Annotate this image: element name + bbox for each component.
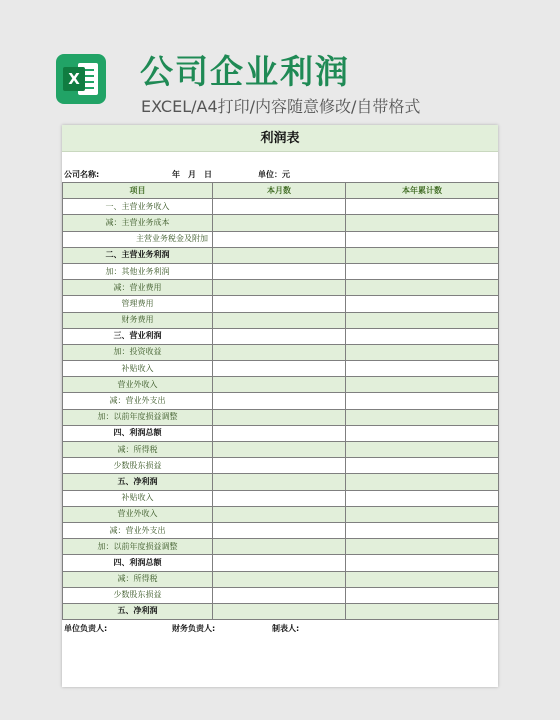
table-row [63,442,499,458]
cell-month-value[interactable] [213,474,346,490]
row-item-label: 少数股东损益 [63,458,213,474]
cell-month-value[interactable] [213,199,346,215]
page-subtitle: EXCEL/A4打印/内容随意修改/自带格式 [141,97,421,116]
column-header-month: 本月数 [213,183,346,199]
table-row [63,409,499,425]
row-item-label: 少数股东损益 [63,587,213,603]
cell-ytd-value[interactable] [346,263,499,279]
table-row [63,263,499,279]
cell-ytd-value[interactable] [346,199,499,215]
table-row [63,474,499,490]
cell-month-value[interactable] [213,263,346,279]
cell-month-value[interactable] [213,458,346,474]
unit-head-label: 单位负责人: [64,624,108,634]
row-item-label: 五、净利润 [63,474,213,490]
cell-ytd-value[interactable] [346,215,499,231]
table-row [63,215,499,231]
preparer-label: 制表人: [272,624,300,634]
row-item-label: 加：其他业务利润 [63,263,213,279]
spreadsheet-preview [62,125,498,687]
cell-month-value[interactable] [213,296,346,312]
cell-ytd-value[interactable] [346,506,499,522]
row-item-label: 减：主营业务成本 [63,215,213,231]
row-item-label: 财务费用 [63,312,213,328]
table-row [63,539,499,555]
row-item-label: 减：所得税 [63,571,213,587]
cell-month-value[interactable] [213,425,346,441]
page-title: 公司企业利润 [140,52,350,91]
cell-month-value[interactable] [213,231,346,247]
table-row [63,231,499,247]
cell-month-value[interactable] [213,328,346,344]
cell-month-value[interactable] [213,506,346,522]
cell-ytd-value[interactable] [346,344,499,360]
cell-month-value[interactable] [213,555,346,571]
table-row [63,296,499,312]
cell-ytd-value[interactable] [346,522,499,538]
column-header-ytd: 本年累计数 [346,183,499,199]
row-item-label: 主营业务税金及附加 [63,231,213,247]
table-row [63,393,499,409]
table-row [63,458,499,474]
cell-month-value[interactable] [213,361,346,377]
finance-head-label: 财务负责人: [172,624,216,634]
row-item-label: 减：营业外支出 [63,393,213,409]
cell-month-value[interactable] [213,393,346,409]
unit-label: 单位：元 [258,170,290,179]
row-item-label: 一、主营业务收入 [63,199,213,215]
row-item-label: 营业外收入 [63,377,213,393]
sheet-footer [62,620,498,636]
table-row [63,571,499,587]
row-item-label: 加：以前年度损益调整 [63,409,213,425]
table-row [63,312,499,328]
table-row [63,603,499,619]
company-name-label: 公司名称: [64,170,100,179]
cell-ytd-value[interactable] [346,312,499,328]
row-item-label: 四、利润总额 [63,555,213,571]
cell-ytd-value[interactable] [346,247,499,263]
cell-month-value[interactable] [213,490,346,506]
table-row [63,247,499,263]
cell-ytd-value[interactable] [346,361,499,377]
table-row [63,587,499,603]
cell-month-value[interactable] [213,539,346,555]
table-row [63,280,499,296]
row-item-label: 加：投资收益 [63,344,213,360]
cell-month-value[interactable] [213,603,346,619]
cell-ytd-value[interactable] [346,231,499,247]
row-item-label: 三、营业利润 [63,328,213,344]
sheet-title: 利润表 [62,125,498,152]
row-item-label: 营业外收入 [63,506,213,522]
cell-ytd-value[interactable] [346,571,499,587]
table-row [63,425,499,441]
table-row [63,199,499,215]
income-statement-table [62,182,499,620]
table-row [63,555,499,571]
cell-ytd-value[interactable] [346,458,499,474]
cell-ytd-value[interactable] [346,555,499,571]
row-item-label: 二、主营业务利润 [63,247,213,263]
row-item-label: 减：营业外支出 [63,522,213,538]
row-item-label: 减：营业费用 [63,280,213,296]
column-header-item: 项目 [63,183,213,199]
cell-ytd-value[interactable] [346,425,499,441]
row-item-label: 加：以前年度损益调整 [63,539,213,555]
cell-month-value[interactable] [213,522,346,538]
cell-month-value[interactable] [213,344,346,360]
cell-month-value[interactable] [213,312,346,328]
header [0,0,560,125]
cell-month-value[interactable] [213,247,346,263]
cell-ytd-value[interactable] [346,328,499,344]
cell-month-value[interactable] [213,587,346,603]
cell-month-value[interactable] [213,280,346,296]
cell-ytd-value[interactable] [346,409,499,425]
cell-ytd-value[interactable] [346,474,499,490]
table-header-row [63,183,499,199]
row-item-label: 四、利润总额 [63,425,213,441]
cell-ytd-value[interactable] [346,393,499,409]
sheet-meta-row [62,152,498,182]
cell-month-value[interactable] [213,571,346,587]
cell-month-value[interactable] [213,215,346,231]
cell-month-value[interactable] [213,442,346,458]
row-item-label: 补贴收入 [63,490,213,506]
cell-ytd-value[interactable] [346,377,499,393]
cell-month-value[interactable] [213,377,346,393]
row-item-label: 管理费用 [63,296,213,312]
cell-ytd-value[interactable] [346,490,499,506]
date-label: 年 月 日 [172,170,212,179]
table-row [63,522,499,538]
cell-ytd-value[interactable] [346,603,499,619]
table-row [63,377,499,393]
excel-badge: X [63,67,85,91]
row-item-label: 补贴收入 [63,361,213,377]
table-row [63,506,499,522]
cell-month-value[interactable] [213,409,346,425]
cell-ytd-value[interactable] [346,442,499,458]
row-item-label: 五、净利润 [63,603,213,619]
table-row [63,344,499,360]
cell-ytd-value[interactable] [346,296,499,312]
row-item-label: 减：所得税 [63,442,213,458]
table-row [63,361,499,377]
excel-icon [56,54,106,104]
cell-ytd-value[interactable] [346,539,499,555]
cell-ytd-value[interactable] [346,280,499,296]
cell-ytd-value[interactable] [346,587,499,603]
table-row [63,490,499,506]
table-row [63,328,499,344]
